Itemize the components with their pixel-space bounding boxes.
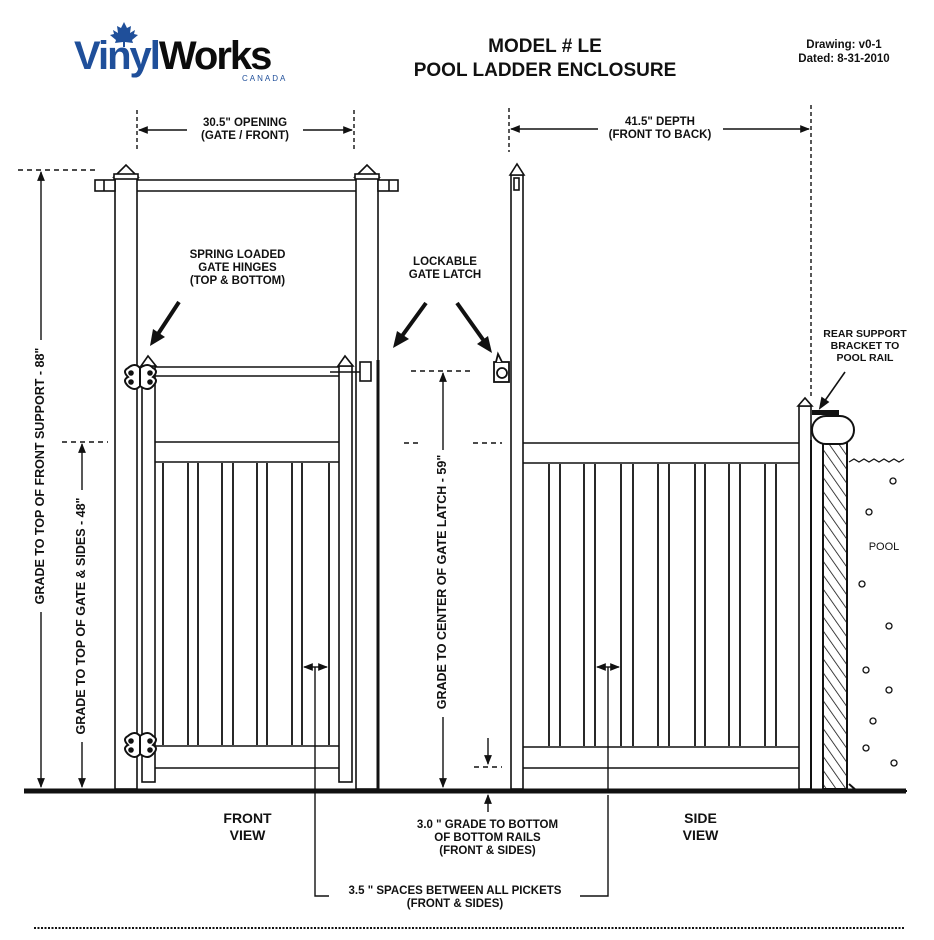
opening-dimension-label: 30.5" OPENING (GATE / FRONT) — [201, 117, 289, 143]
hinge-bottom-icon — [125, 733, 156, 757]
logo-vinyl-text: Vinyl — [74, 34, 159, 78]
title-model: MODEL # LE — [488, 36, 602, 57]
picket-spacing-label: 3.5 " SPACES BETWEEN ALL PICKETS (FRONT & SIDES) — [348, 885, 562, 911]
page-title — [360, 35, 730, 83]
logo-wordmark — [74, 34, 270, 79]
hinge-callout: SPRING LOADED GATE HINGES (TOP & BOTTOM) — [189, 249, 286, 288]
bracket-callout: REAR SUPPORT BRACKET TO POOL RAIL — [823, 328, 907, 365]
drawing-date: Dated: 8-31-2010 — [798, 52, 890, 65]
hinge-top-icon — [125, 365, 156, 389]
title-product: POOL LADDER ENCLOSURE — [413, 59, 677, 81]
front-support-height-label: GRADE TO TOP OF FRONT SUPPORT - 88" — [33, 347, 47, 605]
drawing-meta — [784, 39, 904, 67]
gate-latch-height-label: GRADE TO CENTER OF GATE LATCH - 59" — [435, 454, 449, 710]
bottom-rail-dimension-label: 3.0 " GRADE TO BOTTOM OF BOTTOM RAILS (FRONT & SIDES) — [416, 819, 559, 858]
drawing-version: Drawing: v0-1 — [806, 39, 882, 51]
logo-works-text: Works — [158, 34, 271, 78]
side-latch-icon — [494, 354, 509, 382]
latch-callout: LOCKABLE GATE LATCH — [408, 256, 482, 282]
brand-logo — [74, 34, 304, 86]
callout-arrows — [150, 302, 492, 353]
depth-dimension-label: 41.5" DEPTH (FRONT TO BACK) — [608, 116, 712, 142]
side-view-drawing — [510, 164, 907, 791]
bracket-arrow — [820, 372, 845, 408]
pool-label: POOL — [868, 541, 900, 553]
pool-bubbles — [859, 478, 897, 766]
logo-canada-text: CANADA — [242, 74, 288, 83]
gate-sides-height-label: GRADE TO TOP OF GATE & SIDES - 48" — [74, 497, 88, 735]
side-view-label: SIDE VIEW — [682, 810, 719, 843]
front-view-label: FRONT VIEW — [223, 810, 272, 843]
